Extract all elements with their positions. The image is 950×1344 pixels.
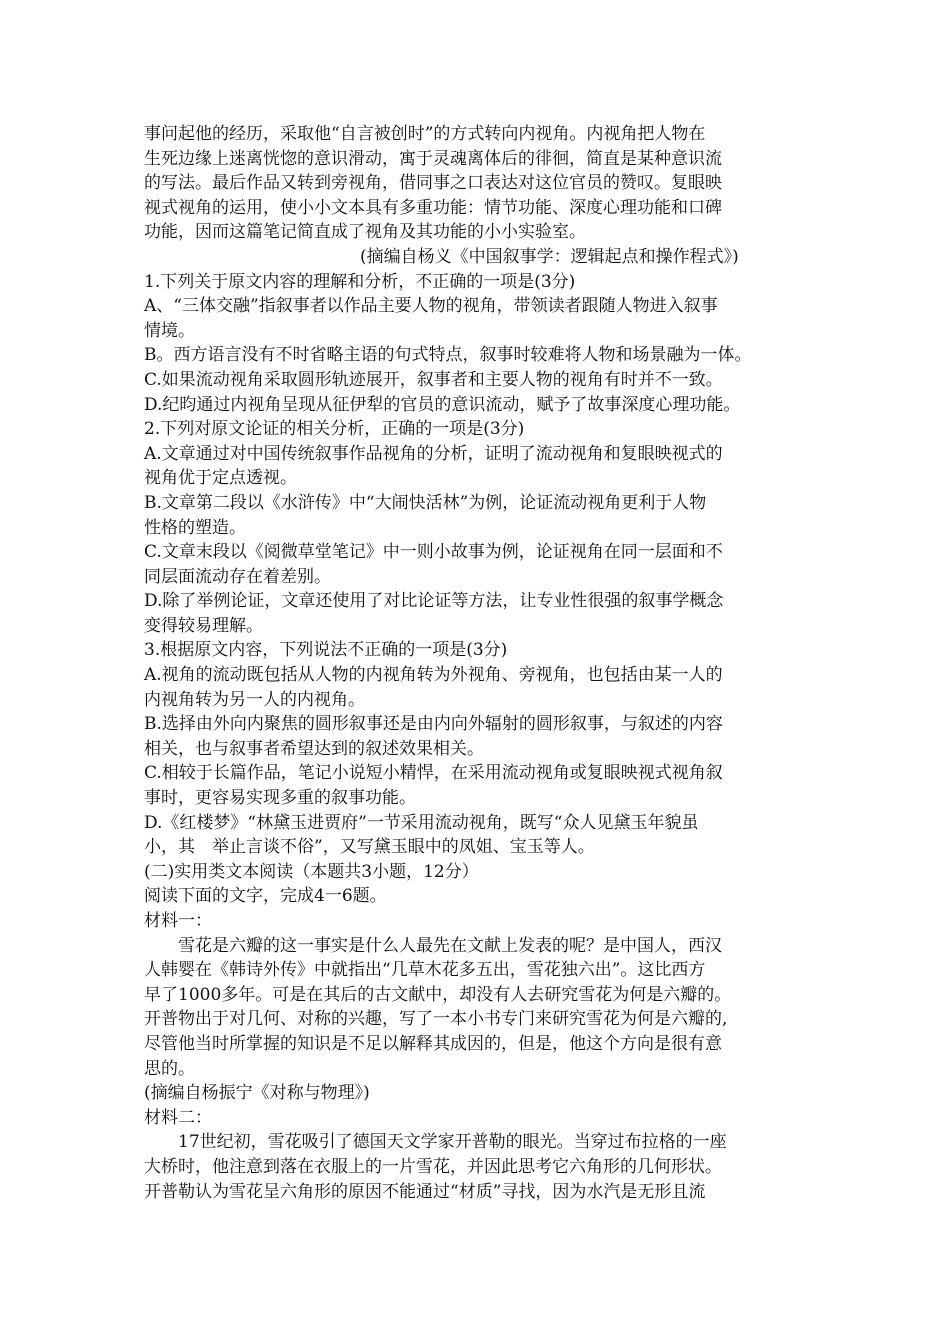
text-line: 性格的塑造。 bbox=[144, 517, 246, 538]
text-line: A.文章通过对中国传统叙事作品视角的分析，证明了流动视角和复眼映视式的 bbox=[144, 443, 723, 464]
text-line: 17世纪初，雪花吸引了德国天文学家开普勒的眼光。当穿过布拉格的一座 bbox=[178, 1132, 727, 1153]
text-line: 3.根据原文内容，下列说法不正确的一项是(3分) bbox=[144, 640, 508, 661]
text-line: 相关，也与叙事者希望达到的叙述效果相关。 bbox=[144, 738, 484, 759]
source-citation: (摘编自杨义《中国叙事学：逻辑起点和操作程式》) bbox=[360, 246, 739, 267]
text-line: 大桥时，他注意到落在衣服上的一片雪花，并因此思考它六角形的几何形状。 bbox=[144, 1156, 722, 1177]
text-line: 雪花是六瓣的这一事实是什么人最先在文献上发表的呢？是中国人，西汉 bbox=[178, 935, 722, 956]
text-line: 内视角转为另一人的内视角。 bbox=[144, 689, 365, 710]
text-line: 尽管他当时所掌握的知识是不足以解释其成因的，但是，他这个方向是很有意 bbox=[144, 1033, 722, 1054]
text-line: 早了1000多年。可是在其后的古文献中，却没有人去研究雪花为何是六瓣的。 bbox=[144, 984, 732, 1005]
text-line: D.纪昀通过内视角呈现从征伊犁的官员的意识流动，赋予了故事深度心理功能。 bbox=[144, 394, 741, 415]
text-line: 材料一： bbox=[144, 911, 212, 931]
text-line: 的写法。最后作品又转到旁视角，借同事之口表达对这位官员的赞叹。复眼映 bbox=[144, 173, 722, 194]
text-line: 2.下列对原文论证的相关分析，正确的一项是(3分) bbox=[144, 419, 525, 440]
text-line: (二)实用类文本阅读（本题共3小题，12分） bbox=[144, 861, 479, 882]
text-line: 开普物出于对几何、对称的兴趣，写了一本小书专门来研究雪花为何是六瓣的, bbox=[144, 1009, 728, 1030]
text-line: 生死边缘上迷离恍惚的意识滑动，寓于灵魂离体后的徘徊，简直是某种意识流 bbox=[144, 148, 722, 169]
text-line: 视式视角的运用，使小小文本具有多重功能：情节功能、深度心理功能和口碑 bbox=[144, 197, 722, 218]
text-line: C.文章末段以《阅微草堂笔记》中一则小故事为例，论证视角在同一层面和不 bbox=[144, 542, 723, 563]
text-line: B.选择由外向内聚焦的圆形叙事还是由内向外辐射的圆形叙事，与叙述的内容 bbox=[144, 714, 723, 735]
text-line: 开普勒认为雪花呈六角形的原因不能通过“材质”寻找，因为水汽是无形且流 bbox=[144, 1181, 706, 1202]
text-line: A、“三体交融”指叙事者以作品主要人物的视角，带领读者跟随人物进入叙事 bbox=[144, 296, 718, 317]
text-line: 思的。 bbox=[144, 1058, 195, 1079]
text-line: (摘编自杨振宁《对称与物理》) bbox=[144, 1083, 370, 1104]
text-line: C.相较于长篇作品，笔记小说短小精悍，在采用流动视角或复眼映视式视角叙 bbox=[144, 763, 723, 784]
text-line: 同层面流动存在着差别。 bbox=[144, 566, 331, 587]
text-line: 人韩婴在《韩诗外传》中就指出“几草木花多五出，雪花独六出”。这比西方 bbox=[144, 960, 706, 981]
text-line: 情境。 bbox=[144, 320, 195, 341]
text-line: 事问起他的经历，采取他“自言被创时”的方式转向内视角。内视角把人物在 bbox=[144, 124, 706, 144]
text-line: D.除了举例论证，文章还使用了对比论证等方法，让专业性很强的叙事学概念 bbox=[144, 591, 724, 612]
text-line: C.如果流动视角采取圆形轨迹展开，叙事者和主要人物的视角有时并不一致。 bbox=[144, 369, 723, 390]
text-line: 视角优于定点透视。 bbox=[144, 468, 297, 489]
text-line: 变得较易理解。 bbox=[144, 615, 263, 636]
text-line: 阅读下面的文字，完成4一6题。 bbox=[144, 886, 387, 907]
text-line: 功能，因而这篇笔记简直成了视角及其功能的小小实验室。 bbox=[144, 222, 586, 243]
text-line: 1.下列关于原文内容的理解和分析，不正确的一项是(3分) bbox=[144, 271, 576, 292]
text-line: 小，其 举止言谈不俗”，又写黛玉眼中的凤姐、宝玉等人。 bbox=[144, 837, 595, 858]
document-page bbox=[144, 122, 812, 1204]
text-line: 事时，更容易实现多重的叙事功能。 bbox=[144, 788, 416, 809]
text-line: 材料二： bbox=[144, 1107, 212, 1128]
text-line: D.《红楼梦》“林黛玉进贾府”一节采用流动视角，既写“众人见黛玉年貌虽 bbox=[144, 812, 699, 833]
text-line: B.文章第二段以《水浒传》中“大闹快活林”为例，论证流动视角更利于人物 bbox=[144, 492, 707, 513]
text-line: A.视角的流动既包括从人物的内视角转为外视角、旁视角，也包括由某一人的 bbox=[144, 665, 723, 686]
text-line: B。西方语言没有不时省略主语的句式特点，叙事时较难将人物和场景融为一体。 bbox=[144, 345, 752, 366]
